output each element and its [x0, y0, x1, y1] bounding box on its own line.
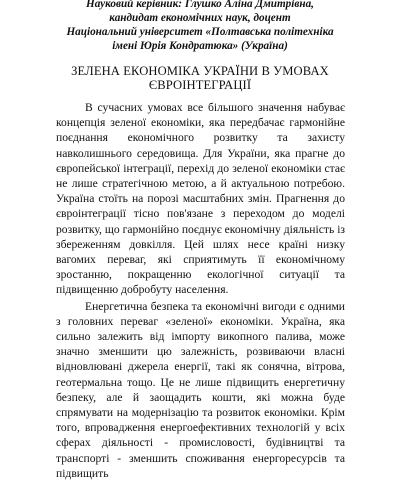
university-name-line: імені Юрія Кондратюка» (Україна)	[112, 40, 288, 52]
supervisor-line: Науковий керівник: Глушко Аліна Дмитрівна,	[86, 0, 314, 10]
paragraph: Енергетична безпека та економічні вигоди є одними з головних переваг «зеленої» економіки. Україна, яка сильно залежить від імпорту викопного палива, може значно зменшити цю залежність, розвиваючи власні відновлювані джерела енергії, такі як сонячна, вітрова, геотермальна тощо. Це не лише підвищить енергетичну безпеку, але й заощадить кошти, які можна буде спрямувати на модернізацію та розвиток економіки. Крім того, впровадження енергоефективних технологій у всіх сферах діяльності - промисловості, будівництві та транспорті - зменшить споживання енергоресурсів та підвищить	[56, 299, 345, 480]
title-line-1: ЗЕЛЕНА ЕКОНОМІКА УКРАЇНИ В УМОВАХ	[71, 64, 329, 78]
paragraph: В сучасних умовах все більшого значення набуває концепція зеленої економіки, яка передбачає гармонійне поєднання економічного розвитку та захисту навколишнього середовища. Для України, яка прагне до європейської інтеграції, перехід до зеленої економіки стає не лише стратегічною метою, а й актуальною потребою. Україна стоїть на порозі масштабних змін. Прагнення до євроінтеграції тісно пов'язане з переходом до моделі розвитку, що гармонійно поєднує економічну діяльність із збереженням довкілля. Цей шлях несе країні низку вагомих переваг, які сприятимуть її економічному зростанню, покращенню екологічної ситуації та підвищенню добробуту населення.	[56, 101, 345, 297]
author-info	[0, 0, 400, 53]
title-line-2: ЄВРОІНТЕГРАЦІЇ	[148, 78, 252, 92]
degree-line: кандидат економічних наук, доцент	[109, 12, 291, 24]
article-body	[56, 100, 345, 481]
article-title	[0, 64, 400, 92]
university-line: Національний університет «Полтавська політехніка	[66, 26, 334, 38]
